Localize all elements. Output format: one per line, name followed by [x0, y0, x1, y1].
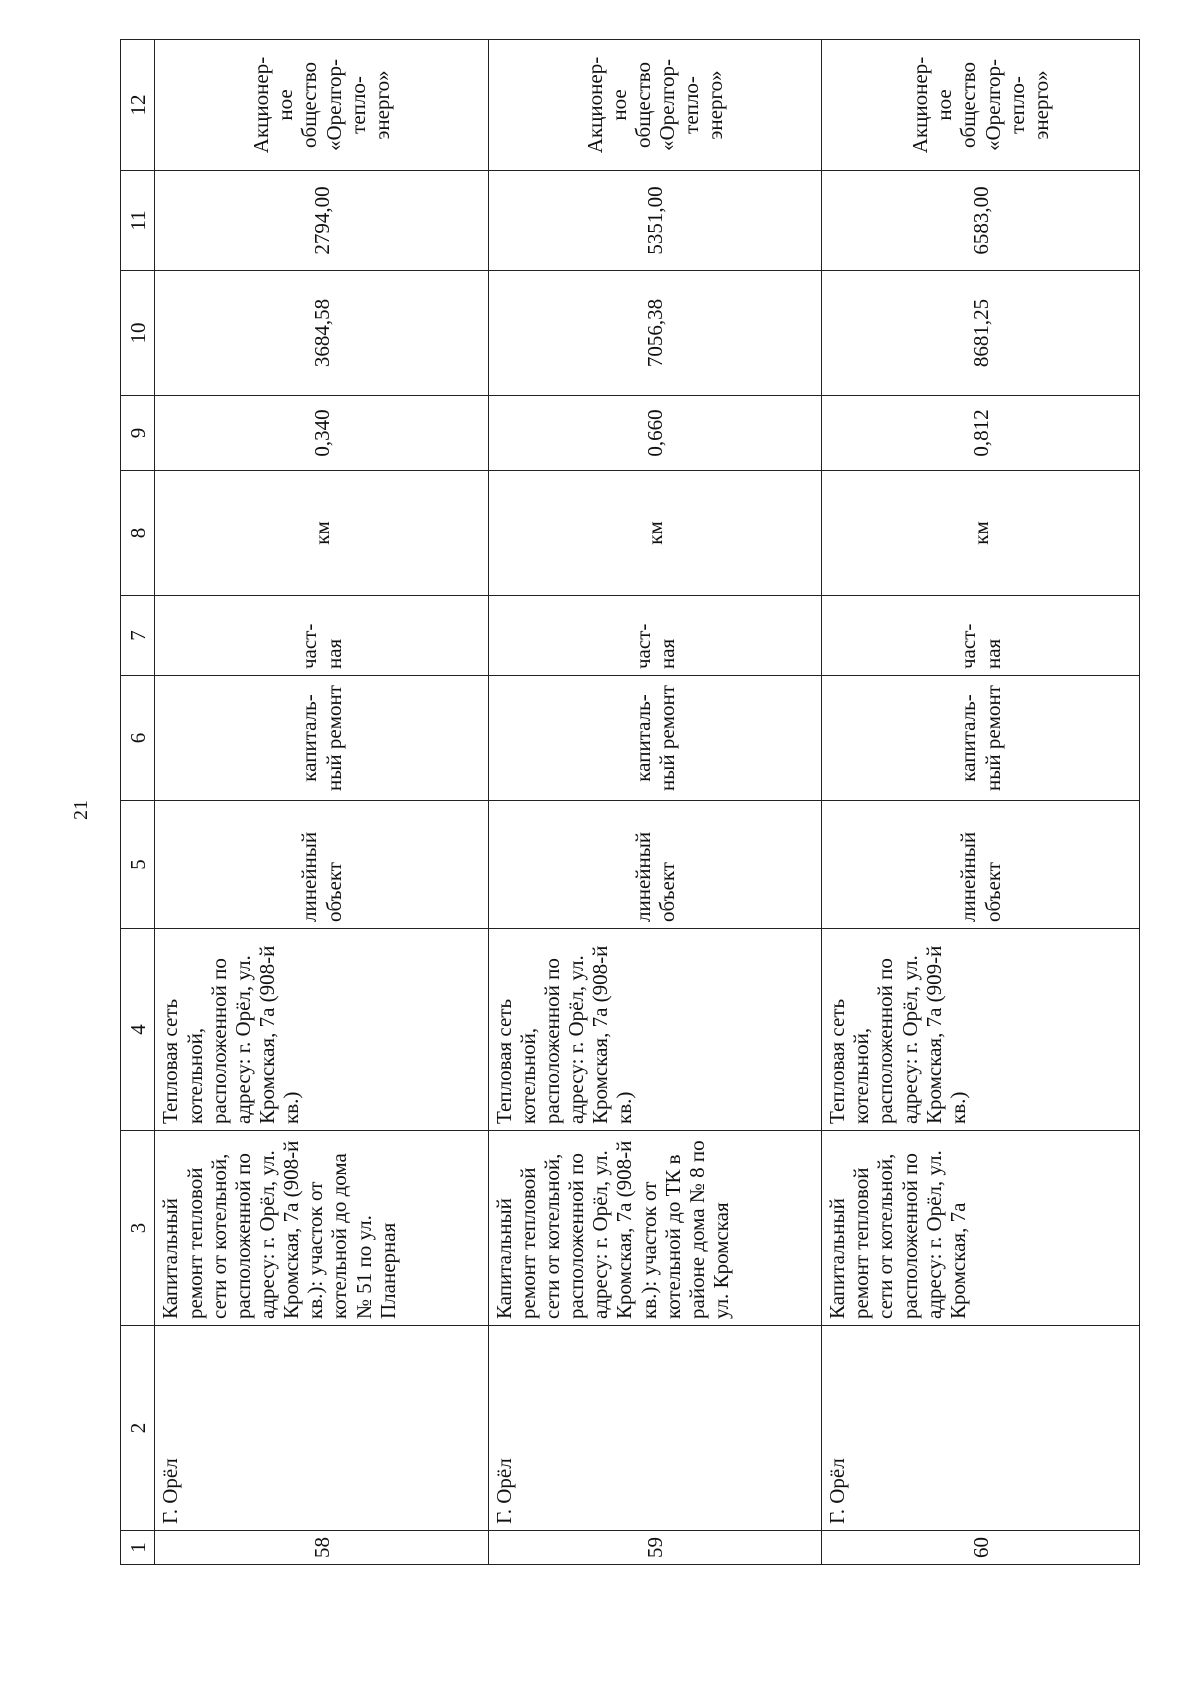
col-header-1: 1: [121, 1531, 155, 1565]
table-row: [488, 40, 821, 1565]
object-type-cell: линейный объект: [488, 801, 821, 929]
object-type-cell: линейный объект: [822, 801, 1140, 929]
work-kind-cell: капиталь-ный ремонт: [155, 676, 488, 801]
amount-cell: 0,660: [488, 396, 821, 471]
organization-cell: Акционер-ное общество «Орелгор-тепло-энерго»: [822, 40, 1140, 171]
unit-cell: км: [155, 471, 488, 596]
col-header-10: 10: [121, 271, 155, 396]
col-header-7: 7: [121, 596, 155, 676]
city-cell: Г. Орёл: [822, 1326, 1140, 1531]
works-table: [120, 39, 1140, 1565]
row-number: 59: [488, 1531, 821, 1565]
col-header-3: 3: [121, 1131, 155, 1326]
cost-cell: 7056,38: [488, 271, 821, 396]
work-description-cell: Капитальный ремонт тепловой сети от котельной, расположенной по адресу: г. Орёл, ул. Кромская, 7а (908-й кв.): участок от котельной до ТК в районе дома № 8 по ул. Кромская: [488, 1131, 821, 1326]
city-cell: Г. Орёл: [488, 1326, 821, 1531]
scope-cell: част-ная: [488, 596, 821, 676]
organization-cell: Акционер-ное общество «Орелгор-тепло-энерго»: [488, 40, 821, 171]
col-header-9: 9: [121, 396, 155, 471]
object-cell: Тепловая сеть котельной, расположенной по адресу: г. Орёл, ул. Кромская, 7а (909-й кв.): [822, 929, 1140, 1131]
cost2-cell: 2794,00: [155, 171, 488, 271]
row-number: 58: [155, 1531, 488, 1565]
scope-cell: част-ная: [155, 596, 488, 676]
col-header-12: 12: [121, 40, 155, 171]
table-row: [155, 40, 488, 1565]
cost-cell: 3684,58: [155, 271, 488, 396]
col-header-4: 4: [121, 929, 155, 1131]
work-description-cell: Капитальный ремонт тепловой сети от котельной, расположенной по адресу: г. Орёл, ул. Кромская, 7а (908-й кв.): участок от котельной до дома № 51 по ул. Планерная: [155, 1131, 488, 1326]
cost2-cell: 6583,00: [822, 171, 1140, 271]
work-description-cell: Капитальный ремонт тепловой сети от котельной, расположенной по адресу: г. Орёл, ул. Кромская, 7а: [822, 1131, 1140, 1326]
col-header-11: 11: [121, 171, 155, 271]
object-cell: Тепловая сеть котельной, расположенной по адресу: г. Орёл, ул. Кромская, 7а (908-й кв.): [155, 929, 488, 1131]
object-cell: Тепловая сеть котельной, расположенной по адресу: г. Орёл, ул. Кромская, 7а (908-й кв.): [488, 929, 821, 1131]
header-row: [121, 40, 155, 1565]
row-number: 60: [822, 1531, 1140, 1565]
col-header-5: 5: [121, 801, 155, 929]
work-kind-cell: капиталь-ный ремонт: [488, 676, 821, 801]
col-header-8: 8: [121, 471, 155, 596]
page-number: 21: [70, 800, 92, 820]
city-cell: Г. Орёл: [155, 1326, 488, 1531]
table-row: [822, 40, 1140, 1565]
organization-cell: Акционер-ное общество «Орелгор-тепло-энерго»: [155, 40, 488, 171]
unit-cell: км: [488, 471, 821, 596]
rotated-table-wrapper: [120, 40, 1140, 1565]
col-header-6: 6: [121, 676, 155, 801]
amount-cell: 0,340: [155, 396, 488, 471]
cost-cell: 8681,25: [822, 271, 1140, 396]
amount-cell: 0,812: [822, 396, 1140, 471]
col-header-2: 2: [121, 1326, 155, 1531]
object-type-cell: линейный объект: [155, 801, 488, 929]
work-kind-cell: капиталь-ный ремонт: [822, 676, 1140, 801]
scope-cell: част-ная: [822, 596, 1140, 676]
cost2-cell: 5351,00: [488, 171, 821, 271]
unit-cell: км: [822, 471, 1140, 596]
